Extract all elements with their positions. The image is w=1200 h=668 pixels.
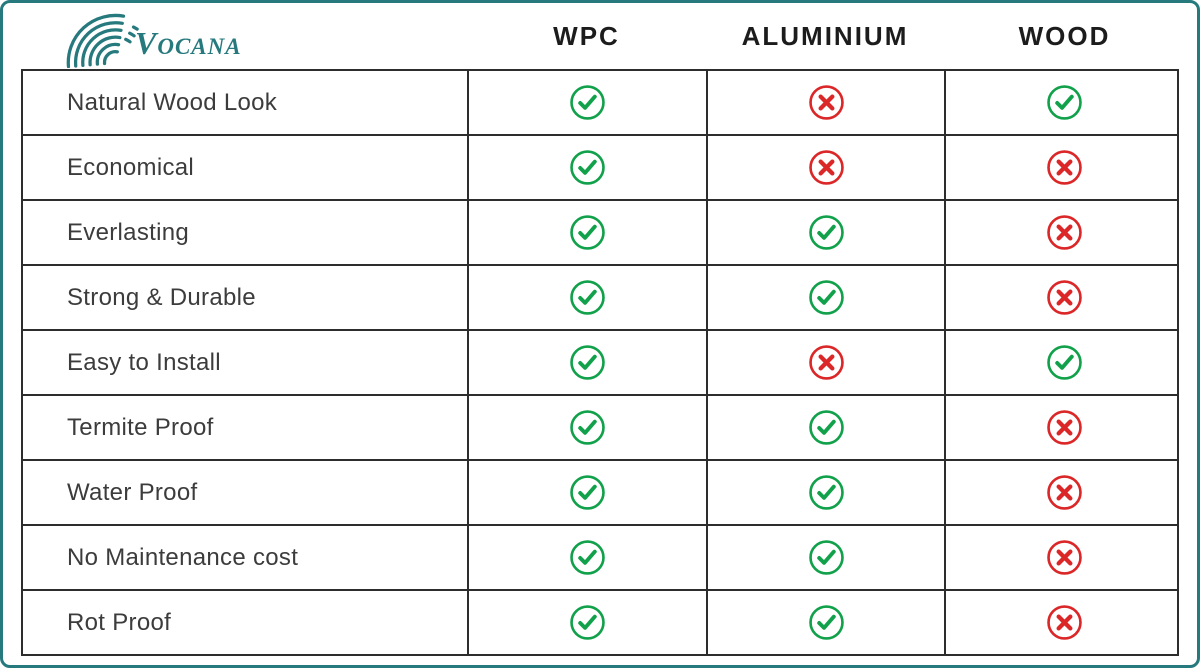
cell-aluminium <box>706 71 944 134</box>
cross-icon <box>808 84 845 121</box>
column-header-wood: WOOD <box>1018 20 1111 51</box>
cell-wood <box>944 526 1183 589</box>
table-row <box>23 199 1177 264</box>
table-row <box>23 264 1177 329</box>
row-label: No Maintenance cost <box>67 543 299 571</box>
cell-wood <box>944 71 1183 134</box>
cell-aluminium <box>706 461 944 524</box>
cell-wpc <box>467 396 706 459</box>
cell-wpc <box>467 461 706 524</box>
cell-wood <box>944 266 1183 329</box>
cross-icon <box>808 149 845 186</box>
check-icon <box>808 604 845 641</box>
table-header <box>21 3 1179 69</box>
cell-aluminium <box>706 591 944 654</box>
cell-wood <box>944 136 1183 199</box>
comparison-table <box>21 69 1179 656</box>
vocana-logo <box>21 4 467 68</box>
row-label: Strong & Durable <box>67 283 256 311</box>
cell-wpc <box>467 591 706 654</box>
table-row <box>23 524 1177 589</box>
column-header-wpc: WPC <box>553 20 620 51</box>
cell-wood <box>944 591 1183 654</box>
cross-icon <box>1046 214 1083 251</box>
logo-rest: OCANA <box>157 34 242 59</box>
check-icon <box>569 539 606 576</box>
cell-wpc <box>467 266 706 329</box>
table-row <box>23 71 1177 134</box>
row-label: Economical <box>67 153 195 181</box>
check-icon <box>1046 344 1083 381</box>
cross-icon <box>1046 474 1083 511</box>
cell-aluminium <box>706 266 944 329</box>
cell-wood <box>944 331 1183 394</box>
check-icon <box>808 409 845 446</box>
row-label: Everlasting <box>67 218 190 246</box>
check-icon <box>569 474 606 511</box>
check-icon <box>569 279 606 316</box>
check-icon <box>569 409 606 446</box>
check-icon <box>569 344 606 381</box>
cross-icon <box>1046 539 1083 576</box>
logo-initial: V <box>135 25 158 61</box>
cell-aluminium <box>706 331 944 394</box>
cell-wood <box>944 461 1183 524</box>
cell-aluminium <box>706 396 944 459</box>
cell-aluminium <box>706 526 944 589</box>
cross-icon <box>1046 604 1083 641</box>
cell-aluminium <box>706 136 944 199</box>
cell-aluminium <box>706 201 944 264</box>
column-header-aluminium: ALUMINIUM <box>741 20 909 51</box>
row-label: Termite Proof <box>67 413 214 441</box>
table-row <box>23 459 1177 524</box>
check-icon <box>1046 84 1083 121</box>
cell-wpc <box>467 526 706 589</box>
table-row <box>23 394 1177 459</box>
table-row <box>23 589 1177 654</box>
cross-icon <box>1046 149 1083 186</box>
cell-wpc <box>467 136 706 199</box>
cross-icon <box>1046 279 1083 316</box>
row-label: Easy to Install <box>67 348 221 376</box>
signal-arcs-icon <box>59 10 141 68</box>
cell-wpc <box>467 71 706 134</box>
table-row <box>23 134 1177 199</box>
check-icon <box>808 214 845 251</box>
row-label: Natural Wood Look <box>67 88 278 116</box>
cell-wpc <box>467 201 706 264</box>
row-label: Rot Proof <box>67 608 172 636</box>
table-body <box>23 71 1177 654</box>
check-icon <box>569 84 606 121</box>
check-icon <box>808 539 845 576</box>
table-row <box>23 329 1177 394</box>
logo-text <box>135 27 242 59</box>
check-icon <box>808 474 845 511</box>
check-icon <box>569 604 606 641</box>
check-icon <box>569 214 606 251</box>
cell-wood <box>944 396 1183 459</box>
row-label: Water Proof <box>67 478 198 506</box>
check-icon <box>808 279 845 316</box>
cell-wpc <box>467 331 706 394</box>
check-icon <box>569 149 606 186</box>
cross-icon <box>1046 409 1083 446</box>
cell-wood <box>944 201 1183 264</box>
cross-icon <box>808 344 845 381</box>
